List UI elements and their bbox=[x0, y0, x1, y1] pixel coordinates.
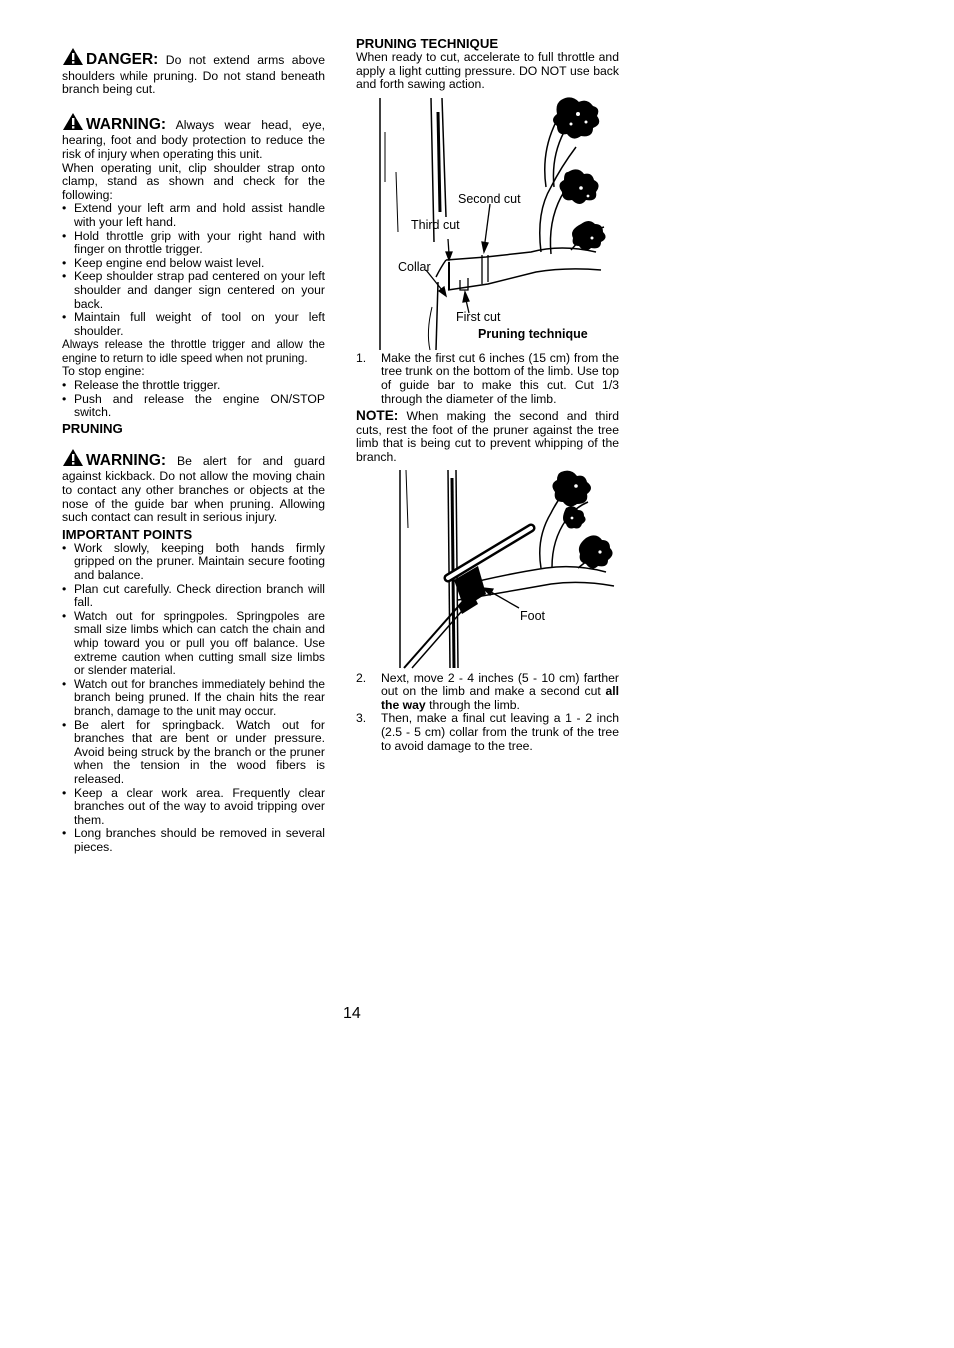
left-column bbox=[62, 47, 325, 854]
note-block bbox=[356, 409, 619, 464]
first-cut-label: First cut bbox=[456, 309, 501, 324]
throttle-paragraph: Always release the throttle trigger and allow the engine to return to idle speed when not pruning. bbox=[62, 338, 325, 365]
list-item: • Release the throttle trigger. bbox=[62, 379, 325, 393]
danger-text: Do not extend arms above shoulders while pruning. Do not stand beneath branch being cut. bbox=[62, 53, 325, 97]
page-number: 14 bbox=[343, 1005, 361, 1022]
pruning-technique-figure bbox=[356, 92, 619, 352]
collar-label: Collar bbox=[398, 259, 431, 274]
stop-engine-intro: To stop engine: bbox=[62, 364, 145, 379]
pruner-on-limb-illustration bbox=[356, 468, 619, 670]
step-text: Next, move 2 - 4 inches (5 - 10 cm) farther out on the limb and make a second cut bbox=[381, 670, 619, 699]
step-emphasis: all the way bbox=[381, 684, 619, 712]
warning-triangle-icon bbox=[62, 112, 84, 135]
list-item bbox=[356, 672, 619, 713]
pruning-technique-heading: PRUNING TECHNIQUE bbox=[356, 36, 499, 51]
list-item: • Long branches should be removed in several pieces. bbox=[62, 827, 325, 854]
pruning-heading: PRUNING bbox=[62, 420, 123, 436]
important-points-list bbox=[62, 542, 325, 855]
warning-triangle-icon bbox=[62, 448, 84, 471]
step-text: Make the first cut 6 inches (15 cm) from the tree trunk on the bottom of the limb. Use top of guide bar to make this cut. Cut 1/3 through the diameter of the limb. bbox=[381, 350, 619, 406]
operating-checklist bbox=[62, 202, 325, 338]
list-item: • Keep engine end below waist level. bbox=[62, 257, 325, 271]
warning-label: WARNING: bbox=[86, 451, 167, 469]
pruner-foot-figure bbox=[356, 468, 619, 670]
technique-intro: When ready to cut, accelerate to full throttle and apply a light cutting pressure. DO NOT use back and forth sawing action. bbox=[356, 50, 619, 92]
warning-text: Be alert for and guard against kickback. Do not allow the moving chain to contact any other branches or objects at the nose of the guide bar when pruning. Allowing such contact can result in serious injury. bbox=[62, 453, 326, 525]
steps-list-2 bbox=[356, 672, 619, 754]
list-item: • Extend your left arm and hold assist handle with your left hand. bbox=[62, 202, 325, 229]
foot-label: Foot bbox=[520, 608, 546, 623]
list-item: • Hold throttle grip with your right hand with finger on throttle trigger. bbox=[62, 230, 325, 257]
figure-caption: Pruning technique bbox=[478, 326, 588, 341]
list-item: • Be alert for springback. Watch out for branches that are bent or under pressure. Avoid being struck by the branch or the pruner when the tension in the wood fibers is released. bbox=[62, 719, 325, 787]
warning-block-1 bbox=[62, 112, 325, 162]
list-item: • Keep a clear work area. Frequently clear branches out of the way to avoid tripping over them. bbox=[62, 787, 325, 828]
list-item: • Work slowly, keeping both hands firmly gripped on the pruner. Maintain secure footing and balance. bbox=[62, 542, 325, 583]
warning-text: Always wear head, eye, hearing, foot and body protection to reduce the risk of injury when operating this unit. bbox=[62, 117, 325, 161]
list-item: • Watch out for branches immediately behind the branch being pruned. If the chain hits the rear branch, damage to the unit may occur. bbox=[62, 678, 325, 719]
list-item bbox=[356, 352, 619, 406]
operating-paragraph: When operating unit, clip shoulder strap onto clamp, stand as shown and check for the following: bbox=[62, 160, 325, 202]
stop-engine-list bbox=[62, 379, 325, 420]
list-item: • Watch out for springpoles. Springpoles are small size limbs which can catch the chain and whip toward you or pull you off balance. Use extreme caution when cutting small size limbs or slender material. bbox=[62, 610, 325, 678]
second-cut-label: Second cut bbox=[458, 191, 521, 206]
third-cut-label: Third cut bbox=[411, 217, 460, 232]
list-item bbox=[356, 712, 619, 753]
list-item: • Keep shoulder strap pad centered on your left shoulder and danger sign centered on your back. bbox=[62, 270, 325, 311]
step-text: Then, make a final cut leaving a 1 - 2 inch (2.5 - 5 cm) collar from the trunk of the tree to avoid damage to the tree. bbox=[381, 711, 619, 753]
warning-block-2 bbox=[62, 448, 325, 525]
list-item: • Maintain full weight of tool on your left shoulder. bbox=[62, 311, 325, 338]
warning-triangle-icon bbox=[62, 47, 84, 70]
list-item: • Plan cut carefully. Check direction branch will fall. bbox=[62, 583, 325, 610]
step-number: 1. bbox=[356, 350, 367, 365]
step-number: 2. bbox=[356, 670, 367, 685]
danger-label: DANGER: bbox=[86, 51, 159, 68]
note-text: When making the second and third cuts, rest the foot of the pruner against the tree limb that is being cut to prevent whipping of the branch. bbox=[356, 409, 619, 464]
steps-list-1 bbox=[356, 352, 619, 406]
note-label: NOTE: bbox=[356, 408, 399, 424]
right-column bbox=[356, 36, 619, 753]
danger-block bbox=[62, 47, 325, 97]
step-number: 3. bbox=[356, 711, 367, 726]
list-item: • Push and release the engine ON/STOP switch. bbox=[62, 393, 325, 420]
step-text: through the limb. bbox=[425, 697, 520, 712]
important-points-heading: IMPORTANT POINTS bbox=[62, 526, 193, 542]
warning-label: WARNING: bbox=[86, 115, 167, 133]
